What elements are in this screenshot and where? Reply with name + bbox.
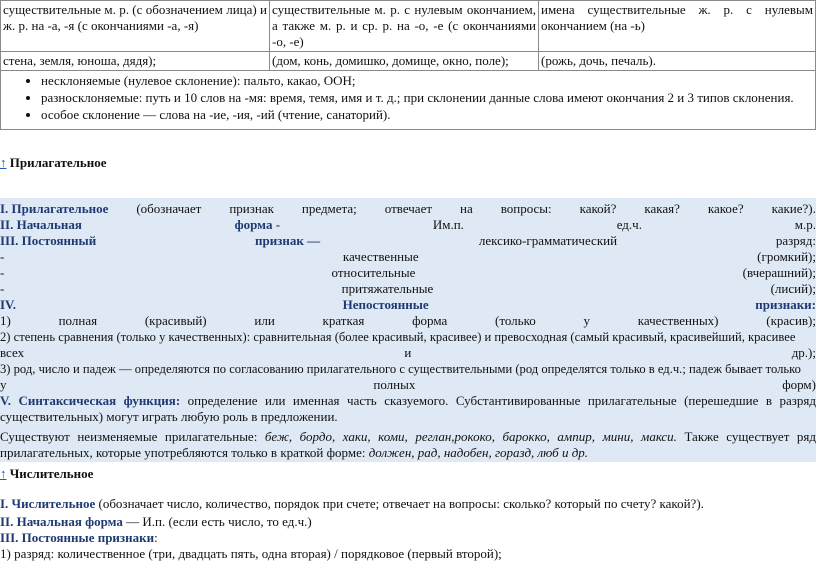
adj-line-5: - относительные (вчерашний); bbox=[0, 265, 816, 280]
list-item: • особое склонение — слова на -ие, -ия, -ий (чтение, санаторий). bbox=[41, 106, 813, 123]
table-cell: (дом, конь, домишко, домище, окно, поле); bbox=[270, 52, 539, 71]
back-to-top-link[interactable]: ↑ bbox=[0, 466, 7, 481]
table-cell: существительные м. р. (с обозначением лица) и ж. р. на -а, -я (с окончаниями -а, -я) bbox=[1, 1, 270, 52]
adj-line-9: 2) степень сравнения (только у качественных): сравнительная (более красивый, красивее) и превосходная (самый красивый, красивейший, красивее bbox=[0, 330, 796, 344]
declension-table bbox=[0, 0, 816, 130]
section-heading-text: Числительное bbox=[9, 466, 94, 481]
table-cell: имена существительные ж. р. с нулевым окончанием (на -ь) bbox=[539, 1, 816, 52]
list-item: • несклоняемые (нулевое склонение): пальто, какао, ООН; bbox=[41, 72, 813, 89]
table-cell: существительные м. р. с нулевым окончанием, а также м. р. и ср. р. на -о, -е (с окончаниями -о, -е) bbox=[270, 1, 539, 52]
adj-syntax-paragraph: V. Синтаксическая функция: определение или именная часть сказуемого. Субстантивированные прилагательные (перешедшие в разряд существительных) могут играть любую роль в предложении. bbox=[0, 393, 816, 424]
table-cell: стена, земля, юноша, дядя); bbox=[1, 52, 270, 71]
adj-line-7: IV. Непостоянные признаки: bbox=[0, 297, 816, 312]
table-row bbox=[1, 1, 816, 52]
num-line-4: 1) разряд: количественное (три, двадцать пять, одна вторая) / порядковое (первый второй); bbox=[0, 546, 502, 561]
adj-line-1: I. Прилагательное (обозначает признак предмета; отвечает на вопросы: какой? какая? какое? какие?). bbox=[0, 201, 816, 216]
adj-line-2: II. Начальная форма - Им.п. ед.ч. м.р. bbox=[0, 217, 816, 232]
adj-line-3: III. Постоянный признак — лексико-грамматический разряд: bbox=[0, 233, 816, 248]
back-to-top-link[interactable]: ↑ bbox=[0, 155, 7, 170]
adjective-panel bbox=[0, 198, 816, 462]
adj-line-6: - притяжательные (лисий); bbox=[0, 281, 816, 296]
num-line-3: III. Постоянные признаки: bbox=[0, 530, 158, 545]
table-cell: (рожь, дочь, печаль). bbox=[539, 52, 816, 71]
adj-indeclinable-paragraph: Существуют неизменяемые прилагательные: беж, бордо, хаки, коми, реглан,рококо, барокко, ампир, мини, макси. Также существует ряд прилагательных, которые употребляются только в краткой форме: должен, рад, надобен, горазд, люб и др. bbox=[0, 429, 816, 460]
num-line-1: I. Числительное (обозначает число, количество, порядок при счете; отвечает на вопросы: сколько? который по счету? какой?). bbox=[0, 496, 704, 511]
table-cell bbox=[1, 71, 816, 130]
adj-line-4: - качественные (громкий); bbox=[0, 249, 816, 264]
table-row bbox=[1, 52, 816, 71]
section-heading-text: Прилагательное bbox=[9, 155, 107, 170]
declension-bullet-list bbox=[3, 72, 813, 123]
num-line-2: II. Начальная форма — И.п. (если есть число, то ед.ч.) bbox=[0, 514, 312, 529]
list-item: • разносклоняемые: путь и 10 слов на -мя: время, темя, имя и т. д.; при склонении данные слова имеют окончания 2 и 3 типов склонения. bbox=[41, 89, 813, 106]
section-heading-numeral bbox=[0, 466, 93, 482]
adj-line-11: 3) род, число и падеж — определяются по согласованию прилагательного с существительными (род определятся только в ед.ч.; падеж бывает только bbox=[0, 362, 801, 376]
table-row bbox=[1, 71, 816, 130]
adj-line-12: у полных форм) bbox=[0, 377, 816, 392]
section-heading-adjective bbox=[0, 155, 107, 171]
adj-line-10: всех и др.); bbox=[0, 345, 816, 360]
adj-line-8: 1) полная (красивый) или краткая форма (только у качественных) (красив); bbox=[0, 313, 816, 328]
